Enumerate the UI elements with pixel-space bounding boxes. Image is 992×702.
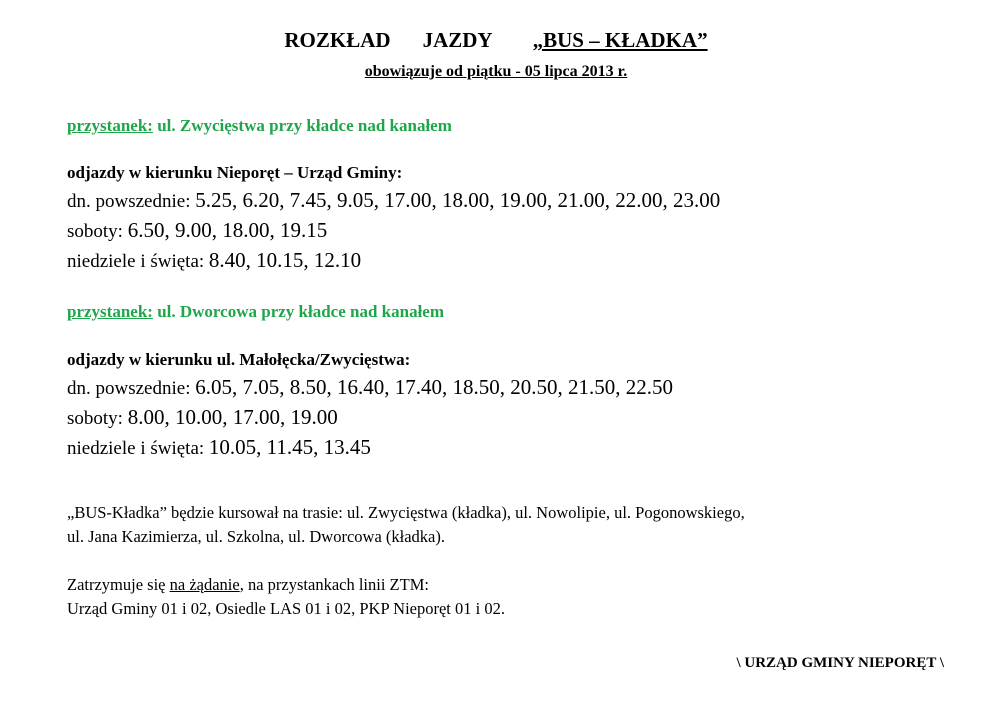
sundays-times: 8.40, 10.15, 12.10 — [208, 248, 362, 272]
route-description — [67, 501, 745, 549]
sundays-label: niedziele i święta: — [67, 251, 209, 272]
saturdays-label: soboty: — [67, 408, 128, 429]
sundays-row — [67, 246, 720, 276]
title-part-jazdy: JAZDY — [422, 28, 493, 52]
stops-info-prefix: Zatrzymuje się — [67, 575, 170, 594]
saturdays-times: 8.00, 10.00, 17.00, 19.00 — [127, 405, 338, 429]
route-line-2: ul. Jana Kazimierza, ul. Szkolna, ul. Dworcowa (kładka). — [67, 527, 445, 546]
weekdays-label: dn. powszednie: — [67, 191, 196, 212]
stop-name: ul. Zwycięstwa przy kładce nad kanałem — [152, 116, 452, 135]
saturdays-times: 6.50, 9.00, 18.00, 19.15 — [127, 218, 328, 242]
weekdays-times: 5.25, 6.20, 7.45, 9.05, 17.00, 18.00, 19.00, 21.00, 22.00, 23.00 — [195, 188, 721, 212]
saturdays-row — [67, 216, 720, 246]
stops-info-suffix: , na przystankach linii ZTM: — [239, 575, 429, 594]
title-part-bus-kladka: „BUS – KŁADKA” — [532, 28, 708, 52]
timetable-dworcowa — [67, 373, 673, 463]
stop-heading-dworcowa — [67, 301, 444, 323]
validity-subtitle: obowiązuje od piątku - 05 lipca 2013 r. — [364, 63, 628, 80]
page-title — [0, 27, 992, 53]
weekdays-row — [67, 186, 720, 216]
saturdays-label: soboty: — [67, 221, 128, 242]
stop-label: przystanek: — [67, 302, 153, 321]
stop-name: ul. Dworcowa przy kładce nad kanałem — [152, 302, 445, 321]
stops-info-line-1 — [67, 573, 505, 597]
direction-heading-malolecka: odjazdy w kierunku ul. Małołęcka/Zwycięstwa: — [67, 350, 411, 369]
stop-label: przystanek: — [67, 116, 153, 135]
sundays-label: niedziele i święta: — [67, 438, 209, 459]
on-demand-text: na żądanie — [169, 575, 240, 594]
sundays-row — [67, 433, 673, 463]
direction-heading-nieporet: odjazdy w kierunku Nieporęt – Urząd Gminy: — [67, 163, 403, 182]
weekdays-label: dn. powszednie: — [67, 378, 196, 399]
saturdays-row — [67, 403, 673, 433]
stops-info-line-2: Urząd Gminy 01 i 02, Osiedle LAS 01 i 02, PKP Nieporęt 01 i 02. — [67, 599, 505, 618]
signature-urzad-gminy: \ URZĄD GMINY NIEPORĘT \ — [736, 655, 944, 671]
timetable-zwyciestwa — [67, 186, 720, 276]
stops-info — [67, 573, 505, 621]
stop-heading-zwyciestwa — [67, 115, 452, 137]
weekdays-times: 6.05, 7.05, 8.50, 16.40, 17.40, 18.50, 20.50, 21.50, 22.50 — [195, 375, 673, 399]
title-part-rozklad: ROZKŁAD — [284, 28, 391, 52]
weekdays-row — [67, 373, 673, 403]
sundays-times: 10.05, 11.45, 13.45 — [208, 435, 371, 459]
route-line-1: „BUS-Kładka” będzie kursował na trasie: ul. Zwycięstwa (kładka), ul. Nowolipie, ul. Pogonowskiego, — [67, 503, 745, 522]
